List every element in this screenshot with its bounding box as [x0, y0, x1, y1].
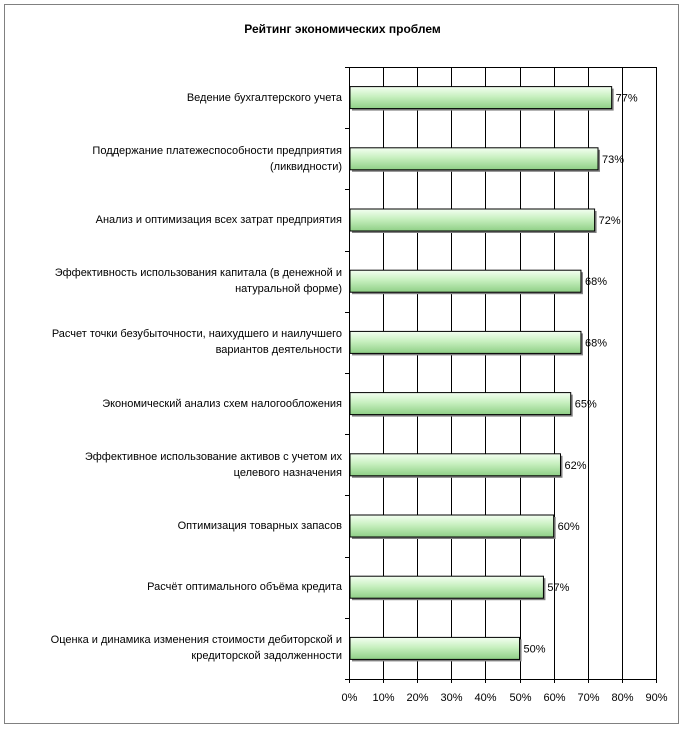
- bar: [350, 148, 598, 170]
- x-tick-label: 0%: [341, 692, 358, 704]
- data-label: 73%: [602, 153, 625, 166]
- data-label: 77%: [615, 92, 638, 105]
- category-label-line: вариантов деятельности: [215, 344, 342, 356]
- bar: [350, 393, 571, 415]
- chart-title: Рейтинг экономических проблем: [244, 22, 441, 36]
- bar: [350, 637, 520, 659]
- x-tick-label: 90%: [645, 692, 668, 704]
- x-tick-label: 10%: [372, 692, 395, 704]
- data-label: 68%: [584, 276, 607, 289]
- bar: [350, 270, 581, 292]
- x-tick-label: 20%: [406, 692, 429, 704]
- category-label-line: Расчёт оптимального объёма кредита: [147, 581, 342, 593]
- category-label-line: Расчет точки безубыточности, наихудшего и наилучшего: [51, 328, 342, 340]
- category-label-line: Эффективное использование активов с учетом их: [84, 451, 342, 463]
- data-label: 57%: [547, 582, 570, 595]
- bar: [350, 454, 560, 476]
- bar: [350, 87, 612, 109]
- category-label-line: Поддержание платежеспособности предприятия: [92, 145, 342, 157]
- category-label-line: Оценка и динамика изменения стоимости дебиторской и: [50, 634, 342, 646]
- x-tick-label: 50%: [509, 692, 532, 704]
- bar: [350, 331, 581, 353]
- category-label-line: кредиторской задолженности: [191, 650, 342, 662]
- bar: [350, 576, 543, 598]
- bar: [350, 515, 554, 537]
- category-label-line: целевого назначения: [233, 467, 342, 479]
- x-tick-label: 70%: [577, 692, 600, 704]
- data-label: 50%: [523, 643, 546, 656]
- category-label-line: Оптимизация товарных запасов: [177, 520, 342, 532]
- bar: [350, 209, 595, 231]
- data-label: 62%: [564, 459, 587, 472]
- category-label-line: Ведение бухгалтерского учета: [186, 92, 342, 104]
- data-label: 72%: [598, 215, 621, 227]
- data-label: 68%: [584, 337, 607, 350]
- x-tick-label: 30%: [440, 692, 463, 704]
- x-tick-label: 80%: [611, 692, 634, 704]
- category-label-line: Анализ и оптимизация всех затрат предприятия: [95, 214, 342, 226]
- data-label: 65%: [574, 398, 597, 411]
- category-label-line: Экономический анализ схем налогообложения: [102, 398, 342, 410]
- data-label: 60%: [557, 521, 580, 533]
- x-tick-label: 40%: [474, 692, 497, 704]
- category-label-line: натуральной форме): [235, 283, 342, 295]
- category-label-line: Эффективность использования капитала (в денежной и: [54, 267, 342, 279]
- x-tick-label: 60%: [543, 692, 566, 704]
- category-label-line: (ликвидности): [270, 161, 342, 173]
